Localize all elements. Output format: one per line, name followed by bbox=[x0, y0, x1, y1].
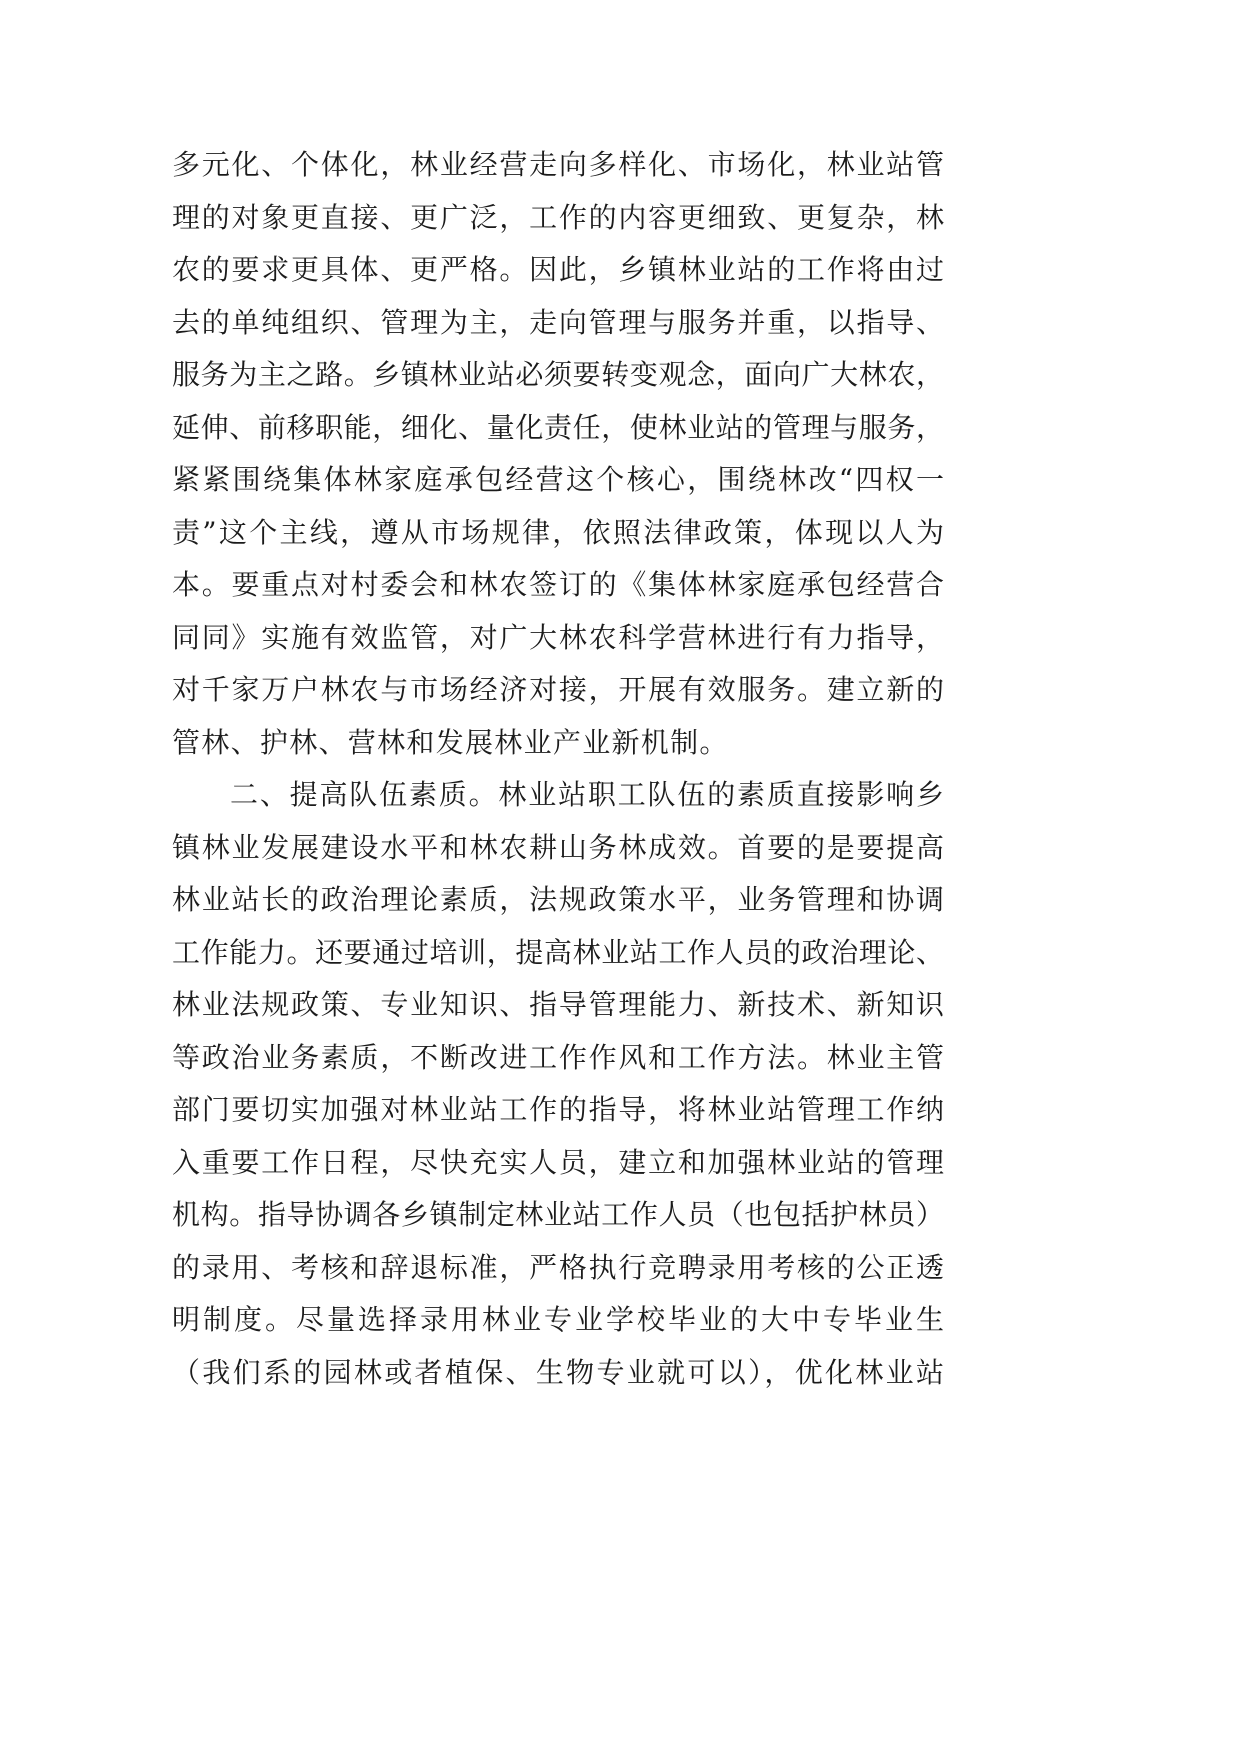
paragraph-line: 林业站长的政治理论素质，法规政策水平，业务管理和协调 bbox=[172, 883, 944, 916]
paragraph-line: 去的单纯组织、管理为主，走向管理与服务并重，以指导、 bbox=[172, 305, 944, 339]
paragraph-line: 机构。指导协调各乡镇制定林业站工作人员（也包括护林员） bbox=[172, 1198, 944, 1231]
paragraph-line: 多元化、个体化，林业经营走向多样化、市场化，林业站管 bbox=[172, 148, 944, 181]
paragraph-line: 工作能力。还要通过培训，提高林业站工作人员的政治理论、 bbox=[172, 935, 944, 969]
paragraph-line: 明制度。尽量选择录用林业专业学校毕业的大中专毕业生 bbox=[172, 1303, 944, 1336]
paragraph-line: 的录用、考核和辞退标准，严格执行竞聘录用考核的公正透 bbox=[172, 1250, 944, 1284]
paragraph-line: 对千家万户林农与市场经济对接，开展有效服务。建立新的 bbox=[172, 673, 944, 706]
paragraph-line: 同同》实施有效监管，对广大林农科学营林进行有力指导， bbox=[172, 620, 944, 654]
paragraph-line: 紧紧围绕集体林家庭承包经营这个核心，围绕林改“四权一 bbox=[172, 463, 944, 496]
body-text bbox=[172, 139, 944, 1399]
paragraph-1 bbox=[172, 139, 944, 769]
paragraph-line: 服务为主之路。乡镇林业站必须要转变观念，面向广大林农， bbox=[172, 358, 944, 391]
paragraph-line: 农的要求更具体、更严格。因此，乡镇林业站的工作将由过 bbox=[172, 253, 944, 286]
paragraph-line: 延伸、前移职能，细化、量化责任，使林业站的管理与服务， bbox=[172, 410, 944, 444]
paragraph-line: 理的对象更直接、更广泛，工作的内容更细致、更复杂，林 bbox=[172, 200, 944, 234]
paragraph-line: 入重要工作日程，尽快充实人员，建立和加强林业站的管理 bbox=[172, 1145, 944, 1179]
paragraph-line: 等政治业务素质，不断改进工作作风和工作方法。林业主管 bbox=[172, 1040, 944, 1074]
paragraph-2 bbox=[172, 769, 944, 1399]
paragraph-line: （我们系的园林或者植保、生物专业就可以），优化林业站 bbox=[172, 1355, 944, 1389]
paragraph-line: 本。要重点对村委会和林农签订的《集体林家庭承包经营合 bbox=[172, 568, 944, 601]
paragraph-line: 责”这个主线，遵从市场规律，依照法律政策，体现以人为 bbox=[172, 515, 944, 549]
paragraph-line: 镇林业发展建设水平和林农耕山务林成效。首要的是要提高 bbox=[172, 830, 944, 864]
paragraph-line: 二、提高队伍素质。林业站职工队伍的素质直接影响乡 bbox=[230, 778, 944, 811]
paragraph-line: 部门要切实加强对林业站工作的指导，将林业站管理工作纳 bbox=[172, 1093, 944, 1126]
paragraph-line: 管林、护林、营林和发展林业产业新机制。 bbox=[172, 725, 729, 759]
paragraph-line: 林业法规政策、专业知识、指导管理能力、新技术、新知识 bbox=[172, 988, 944, 1021]
